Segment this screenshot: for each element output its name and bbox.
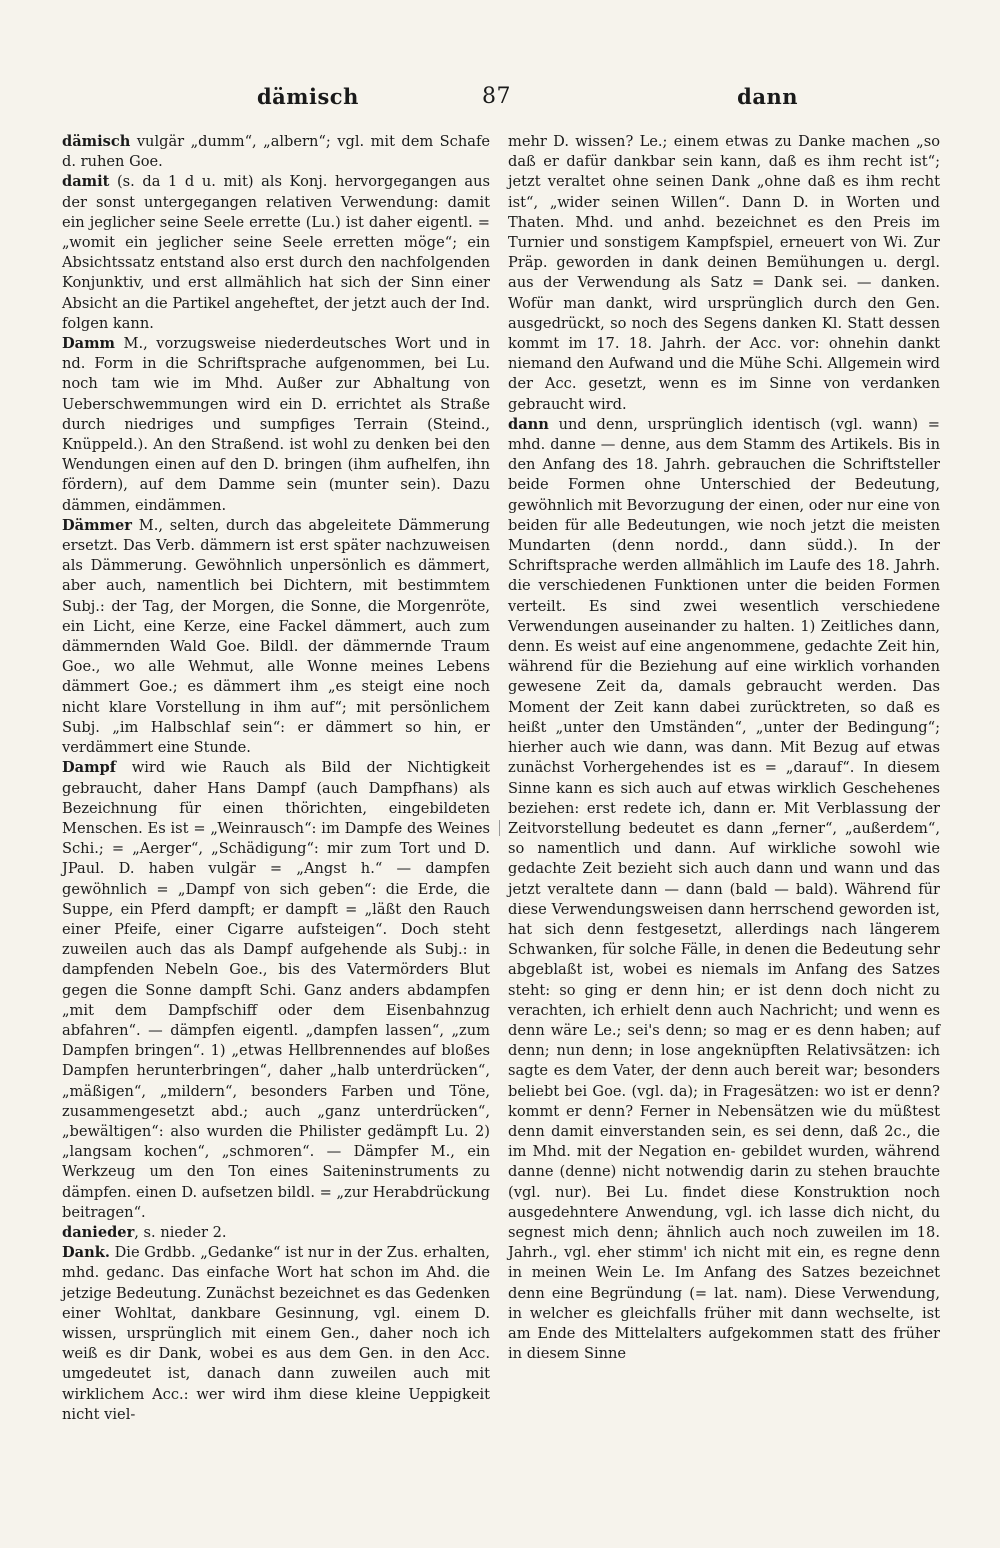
right-column — [508, 132, 940, 1364]
dictionary-entry — [62, 172, 490, 334]
dictionary-entry — [62, 334, 490, 516]
entry-text: mehr D. wissen? Le.; einem etwas zu Danke machen „so daß er dafür dankbar sein kann, daß es ihm recht ist“; jetzt veraltet ohne seinen Dank „ohne daß es ihm recht ist“, „wider seinen Willen“. Dann D. in Worten und Thaten. Mhd. und anhd. bezeichnet es den Preis im Turnier und sonstigem Kampfspiel, erneuert von Wi. Zur Präp. geworden in dank deinen Bemühungen u. dergl. aus der Verwendung als Satz = Dank sei. — danken. Wofür man dankt, wird ursprünglich durch den Gen. ausgedrückt, so noch des Segens danken Kl. Statt dessen kommt im 17. 18. Jahrh. der Acc. vor: ohnehin dankt niemand den Aufwand und die Mühe Schi. Allgemein wird der Acc. gesetzt, wenn es im Sinne von verdanken gebraucht wird. — [508, 133, 940, 413]
dictionary-entry — [62, 1223, 490, 1243]
dictionary-entry — [508, 415, 940, 1365]
column-divider-mark — [499, 820, 500, 836]
page-number: 87 — [482, 84, 511, 109]
entry-headword: damit — [62, 173, 110, 191]
entry-text: wird wie Rauch als Bild der Nichtigkeit gebraucht, daher Hans Dampf (auch Dampfhans) als Bezeichnung für einen thörichten, eingebildeten Menschen. Es ist = „Weinrausch“: im Dampfe des Weines Schi.; = „Aerger“, „Schädigung“: mir zum Tort und D. JPaul. D. haben vulgär = „Angst h.“ — dampfen gewöhnlich = „Dampf von sich geben“: die Erde, die Suppe, ein Pferd dampft; er dampft = „läßt den Rauch einer Pfeife, einer Cigarre aufsteigen“. Doch steht zuweilen auch das als Dampf aufgehende als Subj.: in dampfenden Nebeln Goe., bis des Vatermörders Blut gegen die Sonne dampft Schi. Ganz anders abdampfen „mit dem Dampfschiff oder dem Eisenbahnzug abfahren“. — dämpfen eigentl. „dampfen lassen“, „zum Dampfen bringen“. 1) „etwas Hellbrennendes auf bloßes Dampfen herunterbringen“, daher „halb unterdrücken“, „mäßigen“, „mildern“, besonders Farben und Töne, zusammengesetzt abd.; auch „ganz unterdrücken“, „bewältigen“: also wurden die Philister gedämpft Lu. 2) „langsam kochen“, „schmoren“. — Dämpfer M., ein Werkzeug um den Ton eines Saiteninstruments zu dämpfen. einen D. aufsetzen bildl. = „zur Herabdrückung beitragen“. — [62, 759, 490, 1221]
dictionary-entry — [62, 758, 490, 1223]
entry-headword: danieder — [62, 1223, 135, 1241]
entry-text: M., vorzugsweise niederdeutsches Wort und in nd. Form in die Schriftsprache aufgenommen, bei Lu. noch tam wie im Mhd. Außer zur Abhaltung von Ueberschwemmungen wird ein D. errichtet als Straße durch niedriges und sumpfiges Terrain (Steind., Knüppeld.). An den Straßend. ist wohl zu denken bei den Wendungen einen auf den D. bringen (ihm aufhelfen, ihn fördern), auf dem Damme sein (munter sein). Dazu dämmen, eindämmen. — [62, 335, 490, 514]
entry-headword: dämisch — [62, 133, 131, 150]
entry-headword: Dampf — [62, 759, 117, 777]
entry-text: vulgär „dumm“, „albern“; vgl. mit dem Schafe d. ruhen Goe. — [62, 133, 490, 171]
entry-text: M., selten, durch das abgeleitete Dämmerung ersetzt. Das Verb. dämmern ist erst später nachzuweisen als Dämmerung. Gewöhnlich unpersönlich es dämmert, aber auch, namentlich bei Dichtern, mit bestimmtem Subj.: der Tag, der Morgen, die Sonne, die Morgenröte, ein Licht, eine Kerze, eine Fackel dämmert, auch zum dämmernden Wald Goe. Bildl. der dämmernde Traum Goe., wo alle Wehmut, alle Wonne meines Lebens dämmert Goe.; es dämmert ihm „es steigt eine noch nicht klare Vorstellung in ihm auf“; mit persönlichem Subj. „im Halbschlaf sein“: er dämmert so hin, er verdämmert eine Stunde. — [62, 516, 490, 757]
dictionary-entry — [62, 516, 490, 758]
dictionary-entry — [62, 1243, 490, 1425]
left-column — [62, 132, 490, 1425]
dictionary-entry — [62, 132, 490, 172]
entry-text: und denn, ursprünglich identisch (vgl. wann) = mhd. danne — denne, aus dem Stamm des Artikels. Bis in den Anfang des 18. Jahrh. gebrauchen die Schriftsteller beide Formen ohne Unterschied der Bedeutung, gewöhnlich mit Bevorzugung der einen, oder nur eine von beiden für alle Bedeutungen, wie noch jetzt die meisten Mundarten (denn nordd., dann südd.). In der Schriftsprache werden allmählich im Laufe des 18. Jahrh. die verschiedenen Funktionen unter die beiden Formen verteilt. Es sind zwei wesentlich verschiedene Verwendungen auseinander zu halten. 1) Zeitliches dann, denn. Es weist auf eine angenommene, gedachte Zeit hin, während für die Beziehung auf eine wirklich vorhanden gewesene Zeit da, damals gebraucht werden. Das Moment der Zeit kann dabei zurücktreten, so daß es heißt „unter den Umständen“, „unter der Bedingung“; hierher auch wie dann, was dann. Mit Bezug auf etwas zunächst Vorhergehendes ist es = „darauf“. In diesem Sinne kann es sich auch auf etwas wirklich Geschehenes beziehen: erst redete ich, dann er. Mit Verblassung der Zeitvorstellung bedeutet es dann „ferner“, „außerdem“, so namentlich und dann. Auf wirkliche sowohl wie gedachte Zeit bezieht sich auch dann und wann und das jetzt veraltete dann — dann (bald — bald). Während für diese Verwendungsweisen dann herrschend geworden ist, hat sich denn festgesetzt, allerdings nach längerem Schwanken, für solche Fälle, in denen die Bedeutung sehr abgeblaßt ist, wobei es niemals im Anfang des Satzes steht: so ging er denn hin; er ist denn doch nicht zu verachten, ich erhielt denn auch Nachricht; und wenn es denn wäre Le.; sei's denn; so mag er es denn haben; auf denn; nun denn; in lose angeknüpften Relativsätzen: ich sagte es dem Vater, der denn auch bereit war; besonders beliebt bei Goe. (vgl. da); in Fragesätzen: wo ist er denn? kommt er denn? Ferner in Nebensätzen wie du müßtest denn damit einverstanden sein, es sei denn, daß 2c., die im Mhd. mit der Negation en- gebildet wurden, während danne (denne) nicht notwendig darin zu stehen brauchte (vgl. nur). Bei Lu. findet diese Konstruktion noch ausgedehntere Anwendung, vgl. ich lasse dich nicht, du segnest mich denn; ähnlich auch noch zuweilen im 18. Jahrh., vgl. eher stimm' ich nicht mit ein, es regne denn in meinen Wein Le. Im Anfang des Satzes bezeichnet denn eine Begründung (= lat. nam). Diese Verwendung, in welcher es gleichfalls früher mit dann wechselte, ist am Ende des Mittelalters aufgekommen statt des früher in diesem Sinne — [508, 415, 940, 1363]
right-running-head: dann — [737, 84, 798, 109]
entry-text: , s. nieder 2. — [134, 1223, 227, 1241]
entry-text: Die Grdbb. „Gedanke“ ist nur in der Zus. erhalten, mhd. gedanc. Das einfache Wort hat schon im Ahd. die jetzige Bedeutung. Zunächst bezeichnet es das Gedenken einer Wohltat, dankbare Gesinnung, vgl. einem D. wissen, ursprünglich mit einem Gen., daher noch ich weiß es dir Dank, wobei es aus dem Gen. in den Acc. umgedeutet ist, danach dann zuweilen auch mit wirklichem Acc.: wer wird ihm diese kleine Ueppigkeit nicht viel- — [62, 1244, 490, 1423]
left-running-head: dämisch — [257, 84, 359, 109]
entry-headword: Dank. — [62, 1244, 110, 1262]
entry-headword: dann — [508, 415, 549, 433]
entry-text: (s. da 1 d u. mit) als Konj. hervorgegangen aus der sonst untergegangen relativen Verwendung: damit ein jeglicher seine Seele errette (Lu.) ist daher eigentl. = „womit ein jeglicher seine Seele erretten möge“; ein Absichtssatz entstand also erst durch den nachfolgenden Konjunktiv, und erst allmählich hat sich der Sinn einer Absicht an die Partikel angeheftet, der jetzt auch der Ind. folgen kann. — [62, 173, 490, 332]
entry-headword: Dämmer — [62, 516, 132, 534]
dictionary-entry — [508, 132, 940, 415]
page-header — [62, 84, 938, 120]
entry-headword: Damm — [62, 335, 115, 353]
